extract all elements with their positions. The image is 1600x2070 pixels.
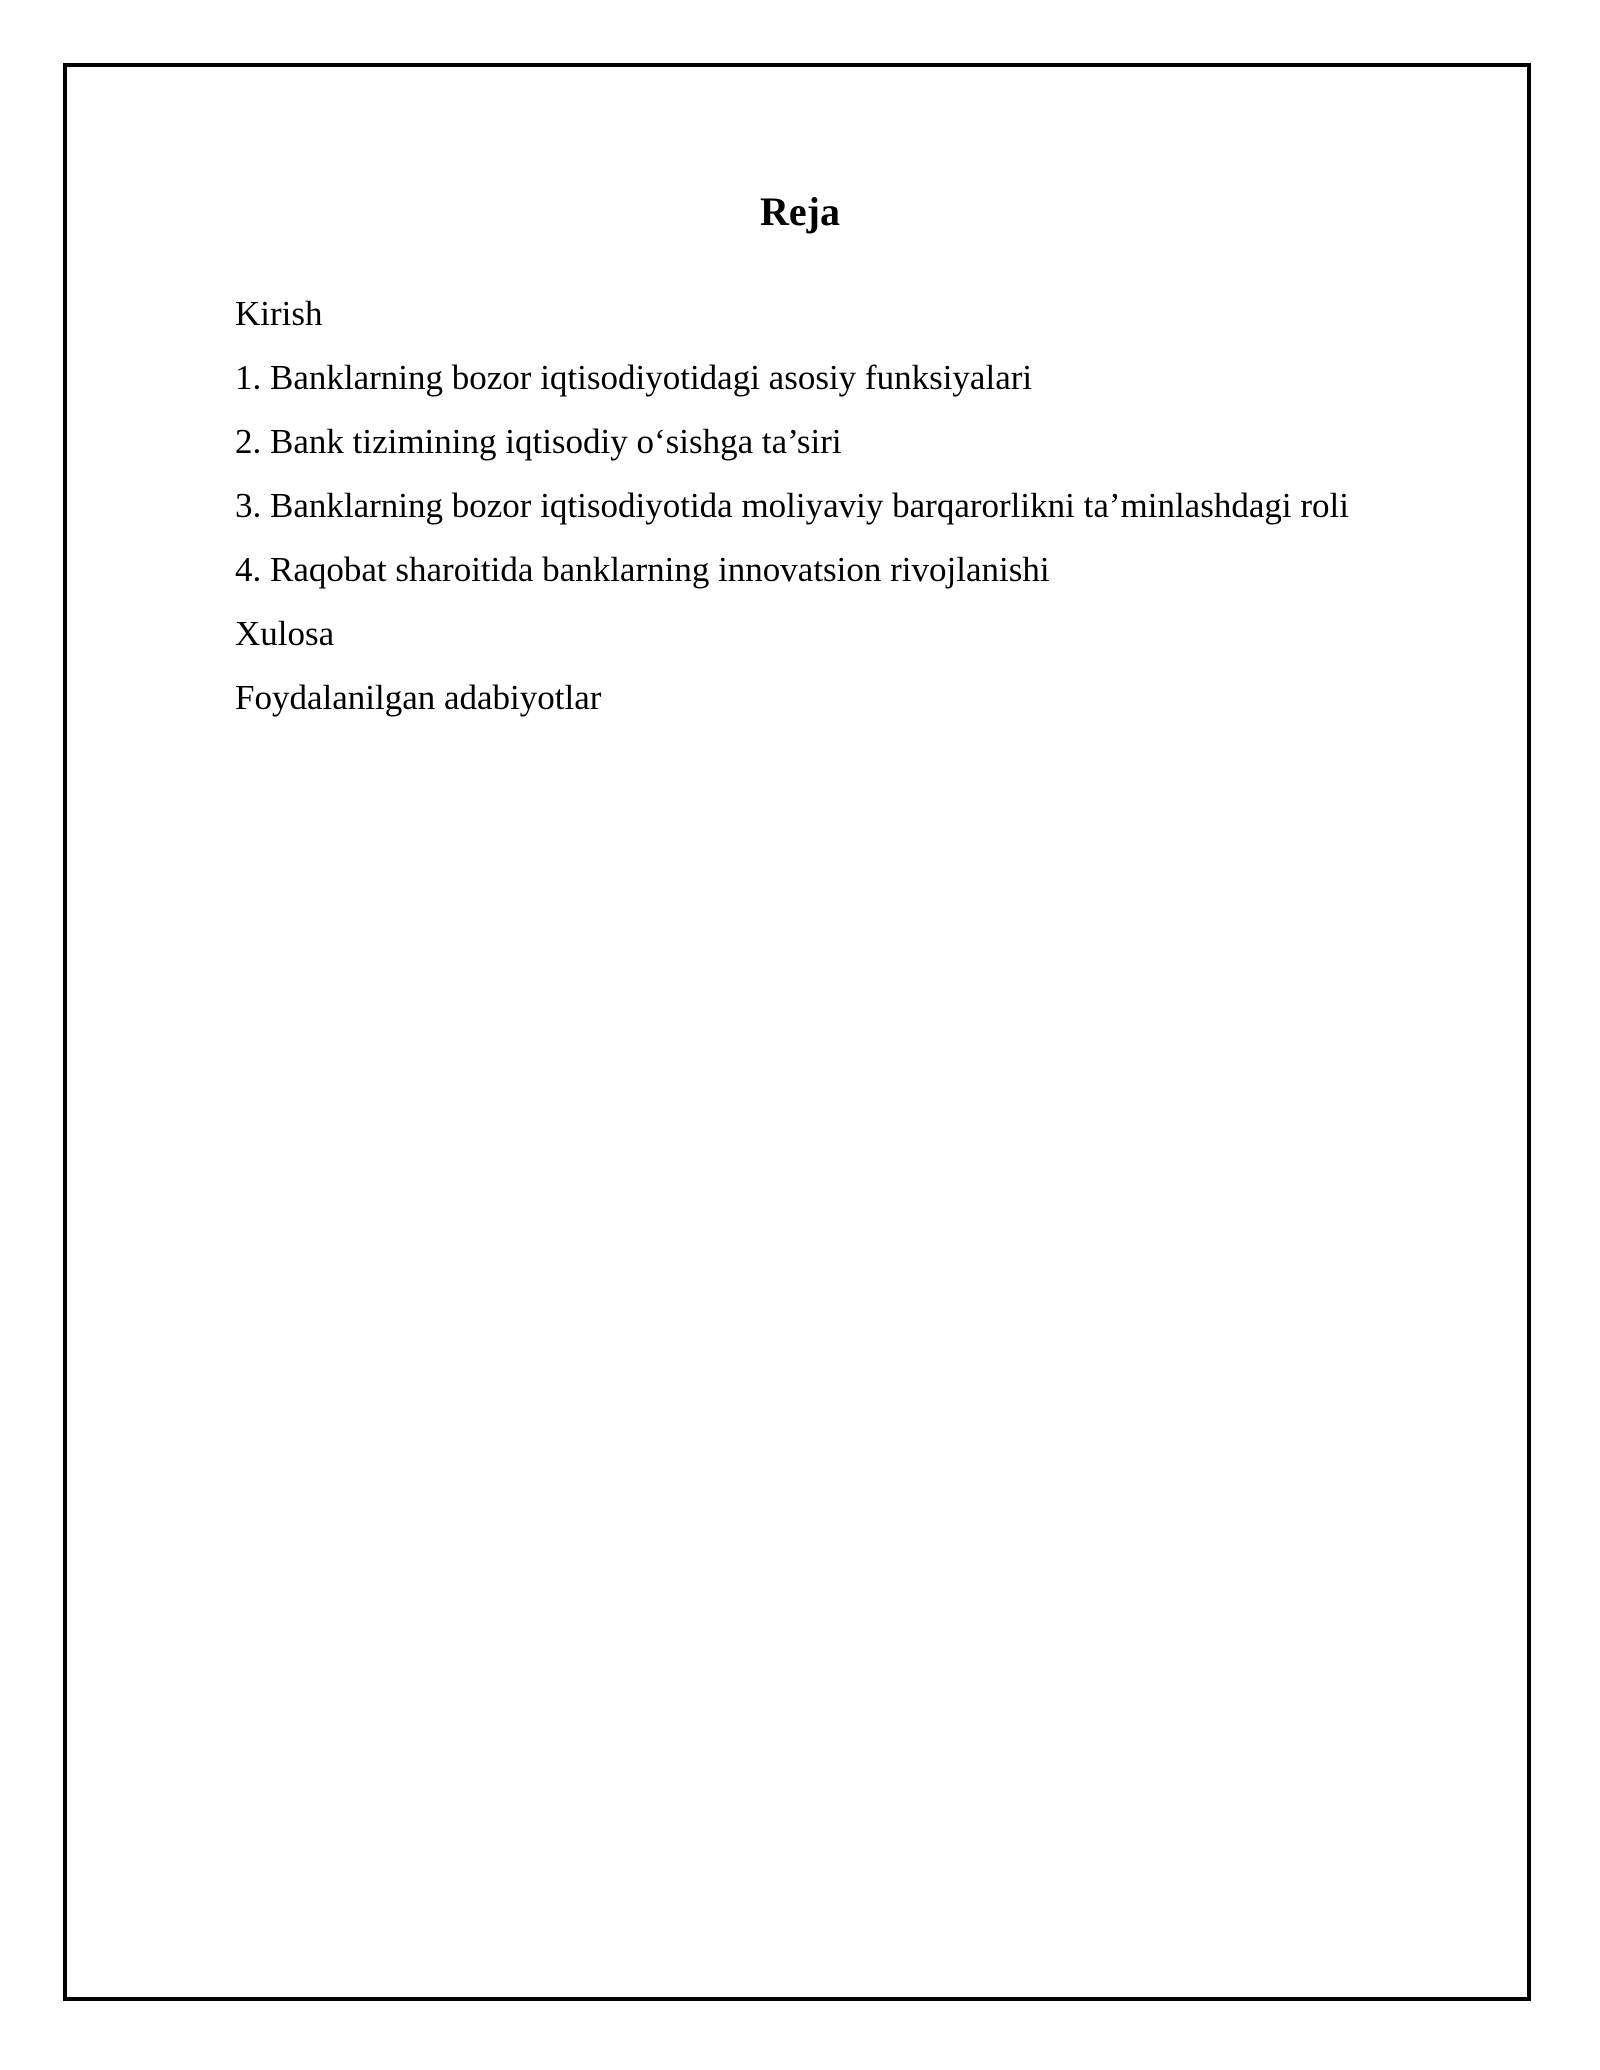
toc-item-2: 2. Bank tizimining iqtisodiy o‘sishga ta’siri [235,422,842,461]
toc-item-3: 3. Banklarning bozor iqtisodiyotida moliyaviy barqarorlikni ta’minlashdagi roli [235,486,1349,525]
toc-item-1: 1. Banklarning bozor iqtisodiyotidagi asosiy funksiyalari [235,358,1033,397]
toc-item-4: 4. Raqobat sharoitida banklarning innovatsion rivojlanishi [235,550,1050,589]
table-of-contents [235,290,1360,738]
toc-item-conclusion: Xulosa [235,614,335,653]
page-title: Reja [760,189,840,234]
toc-item-introduction: Kirish [235,294,323,333]
toc-item-references: Foydalanilgan adabiyotlar [235,678,602,717]
